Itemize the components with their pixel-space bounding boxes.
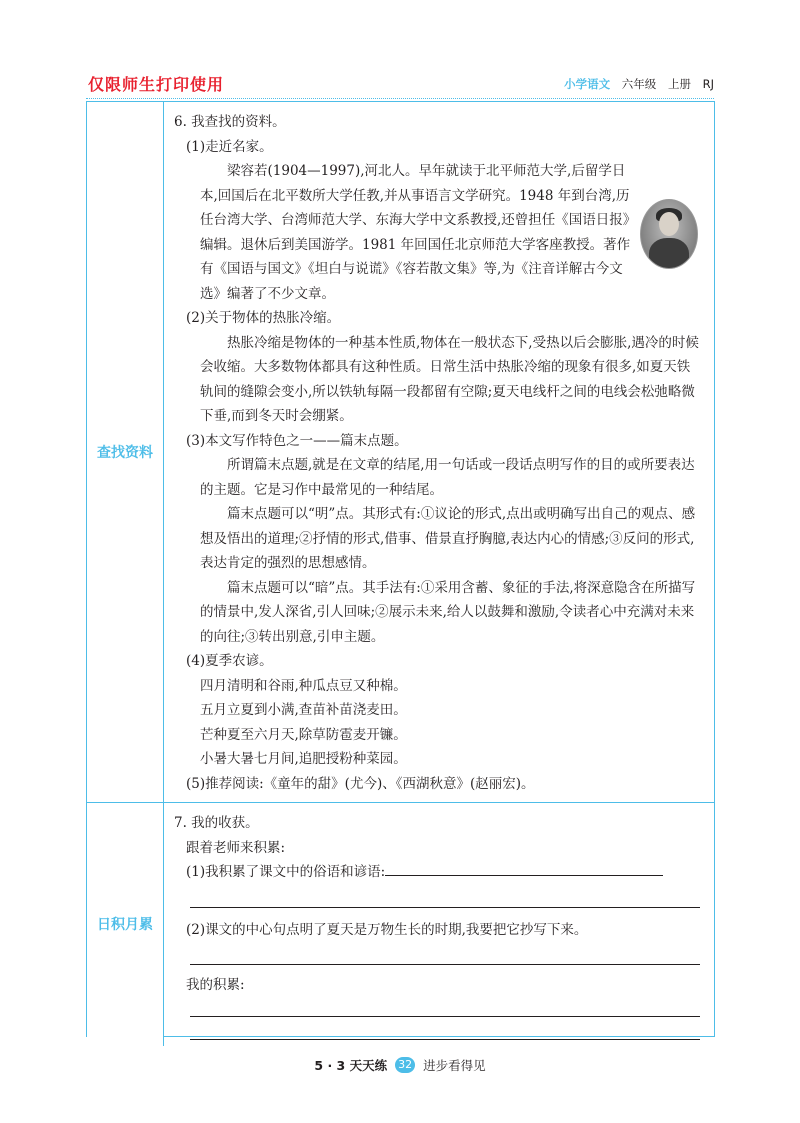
footer-slogan: 进步看得见 xyxy=(423,1058,486,1073)
subject-label: 小学语文 xyxy=(564,77,611,91)
section-label-accumulation: 日积月累 xyxy=(87,803,164,1046)
author-bio: 梁容若(1904—1997),河北人。早年就读于北平师范大学,后留学日本,回国后在北平数所大学任教,并从事语言文学研究。1948 年到台湾,历任台湾大学、台湾师范大学、东海大学中文系教授,还曾担任《国语日报》编辑。退休后到美国游学。1981 年回国任北京师范大学客座教授。著作有《国语与国文》《坦白与说谎》《容若散文集》等,为《注音详解古今文选》编著了不少文章。 xyxy=(200,163,631,302)
my-accumulation-line-2[interactable] xyxy=(190,1039,700,1040)
question-7-title: 7. 我的收获。 xyxy=(174,815,259,831)
accumulation-intro: 跟着老师来积累: xyxy=(186,839,286,856)
question-6-title: 6. 我查找的资料。 xyxy=(174,114,286,130)
section-accumulation xyxy=(87,803,714,1046)
section-label-research: 查找资料 xyxy=(87,102,164,802)
item-1-title: (1)走近名家。 xyxy=(186,138,273,155)
proverb-answer-line[interactable] xyxy=(385,861,663,876)
edition-label: RJ xyxy=(702,77,714,91)
item-4-title: (4)夏季农谚。 xyxy=(186,653,273,669)
item-5-recommended-reading: (5)推荐阅读:《童年的甜》(尤今)、《西湖秋意》(赵丽宏)。 xyxy=(186,775,535,792)
accumulation-item-3: 我的积累: xyxy=(186,977,245,993)
footer-brand: 5 · 3 天天练 xyxy=(314,1058,388,1073)
header-divider xyxy=(86,98,714,99)
ending-theme-text-2: 篇末点题可以“明”点。其形式有:①议论的形式,点出或明确写出自己的观点、感想及悟出的道理;②抒情的形式,借事、借景直抒胸臆,表达内心的情感;③反问的形式,表达肯定的强烈的思想感情。 xyxy=(200,506,696,571)
grade-label: 六年级 xyxy=(621,77,657,91)
page-number: 32 xyxy=(395,1057,415,1073)
proverb-line: 芒种夏至六月天,除草防雹麦开镰。 xyxy=(200,726,407,743)
proverb-line: 五月立夏到小满,查苗补苗浇麦田。 xyxy=(200,702,407,718)
proverb-line: 小暑大暑七月间,追肥授粉种菜园。 xyxy=(200,751,407,767)
item-2-title: (2)关于物体的热胀冷缩。 xyxy=(186,310,341,326)
accumulation-item-1-text: (1)我积累了课文中的俗语和谚语: xyxy=(186,864,386,880)
thermal-expansion-text: 热胀冷缩是物体的一种基本性质,物体在一般状态下,受热以后会膨胀,遇冷的时候会收缩。大多数物体都具有这种性质。日常生活中热胀冷缩的现象有很多,如夏天铁轨间的缝隙会变小,所以铁轨每隔一段都留有空隙;夏天电线杆之间的电线会松弛略微下垂,而到冬天时会绷紧。 xyxy=(200,334,699,424)
ending-theme-text-1: 所谓篇末点题,就是在文章的结尾,用一句话或一段话点明写作的目的或所要表达的主题。它是习作中最常见的一种结尾。 xyxy=(200,457,695,498)
proverb-line: 四月清明和谷雨,种瓜点豆又种棉。 xyxy=(200,677,407,694)
print-notice: 仅限师生打印使用 xyxy=(88,75,225,94)
page-footer xyxy=(0,1056,800,1074)
research-content xyxy=(164,102,714,802)
section-research xyxy=(87,102,714,803)
book-info xyxy=(556,76,714,92)
author-profile xyxy=(174,159,700,306)
volume-label: 上册 xyxy=(667,77,691,91)
accumulation-item-2: (2)课文的中心句点明了夏天是万物生长的时期,我要把它抄写下来。 xyxy=(186,921,588,938)
item-3-title: (3)本文写作特色之一——篇末点题。 xyxy=(186,432,408,449)
accumulation-item-1 xyxy=(174,860,700,885)
author-portrait xyxy=(640,199,698,269)
ending-theme-text-3: 篇末点题可以“暗”点。其手法有:①采用含蓄、象征的手法,将深意隐含在所描写的情景中,发人深省,引人回味;②展示未来,给人以鼓舞和激励,令读者心中充满对未来的向往;③转出别意,引申主题。 xyxy=(200,579,696,645)
worksheet-table xyxy=(86,101,715,1037)
accumulation-content xyxy=(164,803,714,1046)
